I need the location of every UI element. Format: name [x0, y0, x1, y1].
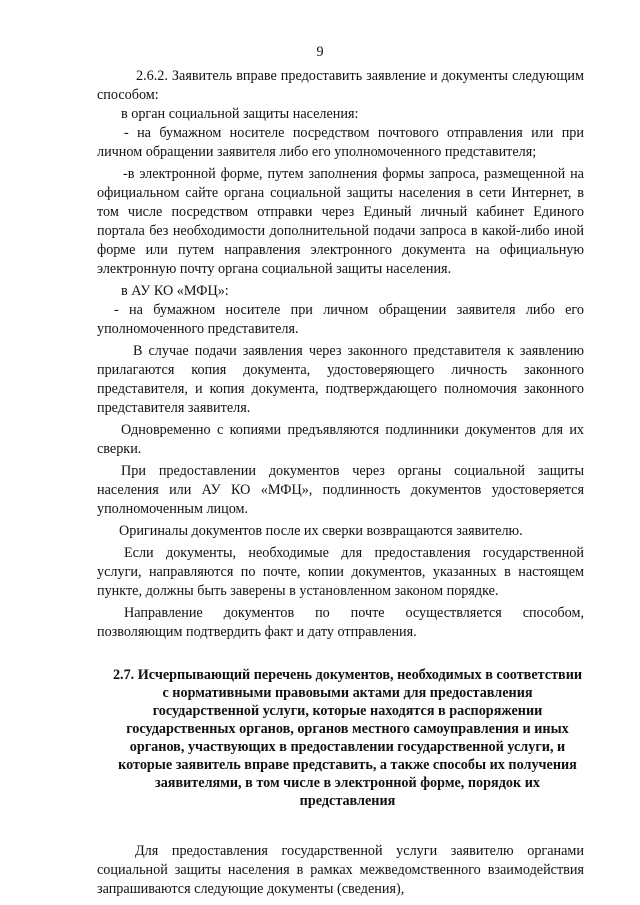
paragraph: 2.6.2. Заявитель вправе предоставить заявление и документы следующим способом: — [97, 68, 584, 103]
paragraph: Если документы, необходимые для предоставления государственной услуги, направляются по почте, копии документов, указанных в настоящем пункте, должны быть заверены в установленном законом порядке. — [97, 545, 584, 599]
page-number: 9 — [316, 44, 324, 60]
paragraph-list — [97, 67, 584, 642]
section-heading: 2.7. Исчерпывающий перечень документов, необходимых в соответствии с нормативными правовыми актами для предоставления государственной услуги, которые находятся в распоряжении государственных органов, органов местного самоуправления и иных органов, участвующих в предоставлении государственной услуги, и которые заявитель вправе представить, а также способы их получения заявителями, в том числе в электронной форме, порядок их представления — [112, 667, 583, 809]
paragraph: -в электронной форме, путем заполнения формы запроса, размещенной на официальном сайте органа социальной защиты населения в сети Интернет, в том числе посредством отправки через Единый личный кабинет Единого портала без необходимости дополнительной подачи запроса в какой-либо иной форме или путем направления электронного документа на официальную электронную почту органа социальной защиты населения. — [97, 166, 584, 277]
paragraph: При предоставлении документов через органы социальной защиты населения или АУ КО «МФЦ», подлинность документов удостоверяется уполномоченным лицом. — [97, 463, 584, 517]
paragraph: В случае подачи заявления через законного представителя к заявлению прилагаются копия документа, удостоверяющего личность законного представителя, и копия документа, подтверждающего полномочия законного представителя заявителя. — [97, 343, 584, 416]
closing-paragraph: Для предоставления государственной услуги заявителю органами социальной защиты населения в рамках межведомственного взаимодействия запрашиваются следующие документы (сведения), — [97, 843, 584, 897]
paragraph: Оригиналы документов после их сверки возвращаются заявителю. — [119, 523, 523, 539]
paragraph: - на бумажном носителе при личном обращении заявителя либо его уполномоченного представителя. — [97, 302, 584, 337]
paragraph: Одновременно с копиями предъявляются подлинники документов для их сверки. — [97, 422, 584, 457]
paragraph: в орган социальной защиты населения: — [121, 106, 359, 122]
paragraph: - на бумажном носителе посредством почтового отправления или при личном обращении заявителя либо его уполномоченного представителя; — [97, 125, 584, 160]
paragraph: в АУ КО «МФЦ»: — [121, 283, 229, 299]
paragraph: Направление документов по почте осуществляется способом, позволяющим подтвердить факт и дату отправления. — [97, 605, 584, 640]
document-body — [97, 67, 584, 899]
